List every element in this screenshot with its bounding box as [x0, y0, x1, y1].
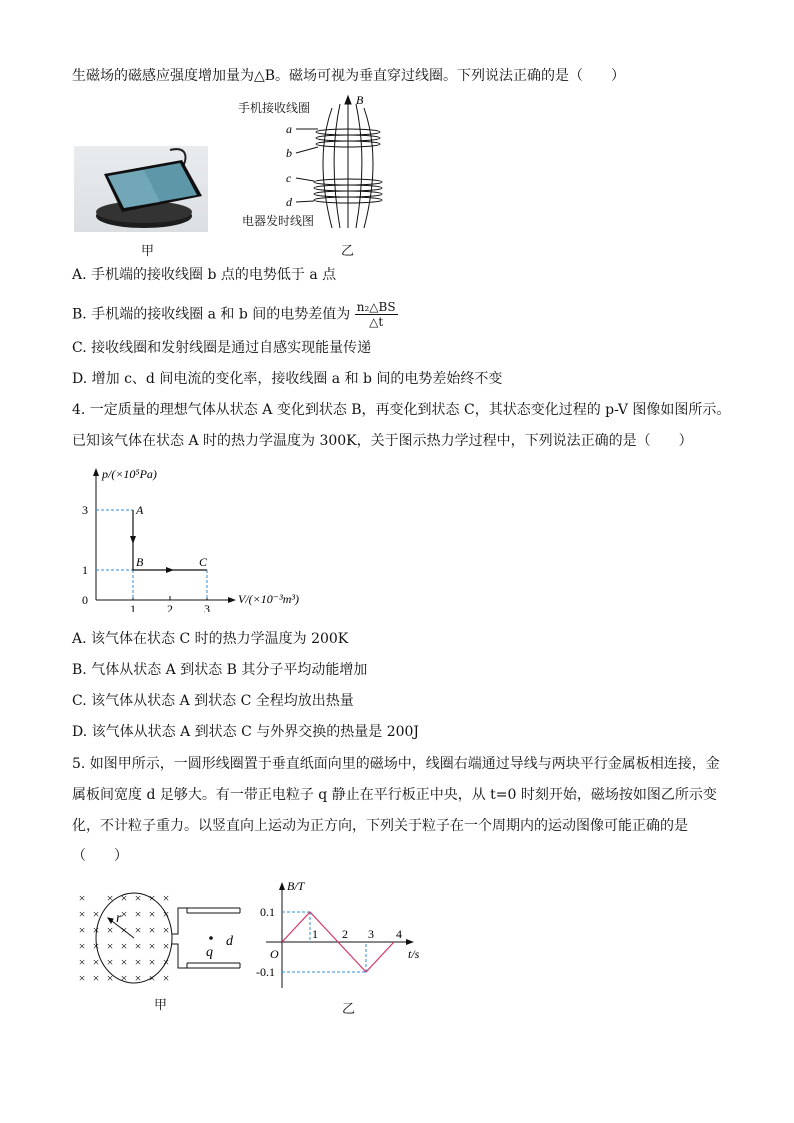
x-tick-label: 2 [342, 927, 348, 941]
field-cross: × [134, 907, 142, 921]
x-axis-label: V/(×10⁻³m³) [238, 592, 299, 606]
point-b-label: B [136, 555, 144, 569]
x-axis-arrow [228, 597, 236, 603]
field-cross: × [162, 971, 170, 985]
radius-label: r [116, 911, 122, 926]
x-tick-label: 3 [204, 602, 210, 612]
x-axis-arrow [406, 939, 414, 945]
field-cross: × [78, 891, 86, 905]
q5-stem-4: （ ） [72, 848, 128, 864]
field-cross: × [78, 955, 86, 969]
field-cross: × [162, 891, 170, 905]
field-cross: × [78, 939, 86, 953]
fraction-denominator: △t [369, 315, 384, 329]
q4-option-a: A. 该气体在状态 C 时的热力学温度为 200K [72, 631, 349, 647]
q5-stem-1: 5. 如图甲所示，一圆形线圈置于垂直纸面向里的磁场中，线圈右端通过导线与两块平行金属板相连接，金 [72, 756, 720, 772]
field-cross: × [148, 923, 156, 937]
q3-caption-right: 乙 [341, 244, 355, 259]
field-cross: × [162, 939, 170, 953]
q3-option-c: C. 接收线圈和发射线圈是通过自感实现能量传递 [72, 340, 372, 356]
q5-stem-2: 属板间宽度 d 足够大。有一带正电粒子 q 静止在平行板正中央，从 t=0 时刻开始，磁场按如图乙所示变 [72, 787, 717, 803]
field-cross: × [120, 907, 128, 921]
y-axis-label: B/T [287, 879, 305, 893]
label-c: c [286, 171, 292, 185]
field-cross: × [134, 939, 142, 953]
y-axis-label: p/(×10⁵Pa) [102, 467, 157, 481]
field-cross: × [92, 971, 100, 985]
x-tick-label: 1 [130, 602, 136, 612]
arrow-a-to-b [130, 536, 136, 544]
field-cross: × [92, 923, 100, 937]
field-cross: × [162, 923, 170, 937]
q5-caption-right: 乙 [342, 1002, 356, 1017]
q4-stem-2: 已知该气体在状态 A 时的热力学温度为 300K，关于图示热力学过程中，下列说法正确的是（ ） [72, 433, 693, 449]
field-cross: × [106, 971, 114, 985]
field-cross: × [106, 923, 114, 937]
x-tick-label: 3 [368, 927, 374, 941]
field-cross: × [106, 891, 114, 905]
y-tick-label: 3 [82, 503, 88, 517]
q3-caption-left: 甲 [141, 244, 155, 259]
field-cross: × [92, 907, 100, 921]
q3-option-d: D. 增加 c、d 间电流的变化率，接收线圈 a 和 b 间的电势差始终不变 [72, 371, 503, 387]
y-axis-arrow [93, 468, 99, 476]
field-cross: × [134, 955, 142, 969]
coil-field-diagram [72, 882, 252, 996]
label-d: d [286, 195, 292, 209]
phone-charger-photo [74, 146, 208, 232]
transmit-coil-label: 电器发时线图 [242, 214, 315, 228]
field-cross: × [148, 891, 156, 905]
x-axis-label: t/s [408, 947, 420, 961]
field-cross: × [120, 923, 128, 937]
field-cross: × [78, 923, 86, 937]
q3-stem: 生磁场的磁感应强度增加量为△B。磁场可视为垂直穿过线圈。下列说法正确的是（ ） [72, 68, 626, 84]
x-tick-label: 2 [167, 602, 173, 612]
field-cross: × [134, 891, 142, 905]
y-pos-label: 0.1 [260, 905, 275, 919]
field-cross: × [78, 971, 86, 985]
field-cross: × [106, 939, 114, 953]
field-cross: × [120, 891, 128, 905]
q5-caption-left: 甲 [154, 998, 168, 1013]
pv-graph [72, 462, 332, 616]
receive-coil-label: 手机接收线圈 [238, 101, 311, 115]
y-axis-arrow [279, 882, 285, 890]
field-cross: × [120, 939, 128, 953]
q3-option-b-fraction [355, 300, 398, 329]
point-c-label: C [199, 555, 208, 569]
arrow-b-to-c [166, 567, 174, 573]
field-cross: × [120, 955, 128, 969]
q3-option-a: A. 手机端的接收线圈 b 点的电势低于 a 点 [72, 267, 337, 283]
process-line [133, 510, 207, 570]
q4-stem-1: 4. 一定质量的理想气体从状态 A 变化到状态 B，再变化到状态 C，其状态变化过程的 p-V 图像如图所示。 [72, 402, 731, 418]
charge-label: q [206, 945, 213, 960]
field-cross: × [148, 939, 156, 953]
field-cross: × [148, 955, 156, 969]
label-a: a [286, 122, 292, 136]
field-cross: × [162, 955, 170, 969]
x-tick-label: 1 [312, 927, 318, 941]
field-label: B [356, 93, 364, 107]
y-tick-label: 1 [82, 563, 88, 577]
q5-stem-3: 化，不计粒子重力。以竖直向上运动为正方向，下列关于粒子在一个周期内的运动图像可能正确的是 [72, 818, 688, 834]
bt-graph [252, 876, 432, 1000]
field-cross: × [92, 939, 100, 953]
fraction-numerator: n₂△BS [356, 300, 396, 314]
field-cross: × [148, 907, 156, 921]
field-cross: × [134, 923, 142, 937]
point-a-label: A [136, 503, 144, 517]
label-b: b [286, 146, 292, 160]
origin-label: O [270, 947, 279, 961]
field-cross: × [134, 971, 142, 985]
x-tick-label: 4 [396, 927, 402, 941]
field-cross: × [92, 955, 100, 969]
field-cross: × [106, 955, 114, 969]
plate-gap-label: d [226, 934, 233, 949]
field-cross: × [78, 907, 86, 921]
q4-option-c: C. 该气体从状态 A 到状态 C 全程均放出热量 [72, 693, 354, 709]
q4-option-d: D. 该气体从状态 A 到状态 C 与外界交换的热量是 200J [72, 724, 420, 740]
field-cross: × [148, 971, 156, 985]
q4-option-b: B. 气体从状态 A 到状态 B 其分子平均动能增加 [72, 662, 368, 678]
field-cross: × [120, 971, 128, 985]
origin-label: 0 [82, 593, 88, 607]
q3-option-b [72, 300, 398, 329]
q3-option-b-text: B. 手机端的接收线圈 a 和 b 间的电势差值为 [72, 306, 351, 323]
field-cross: × [162, 907, 170, 921]
y-neg-label: -0.1 [256, 965, 275, 979]
